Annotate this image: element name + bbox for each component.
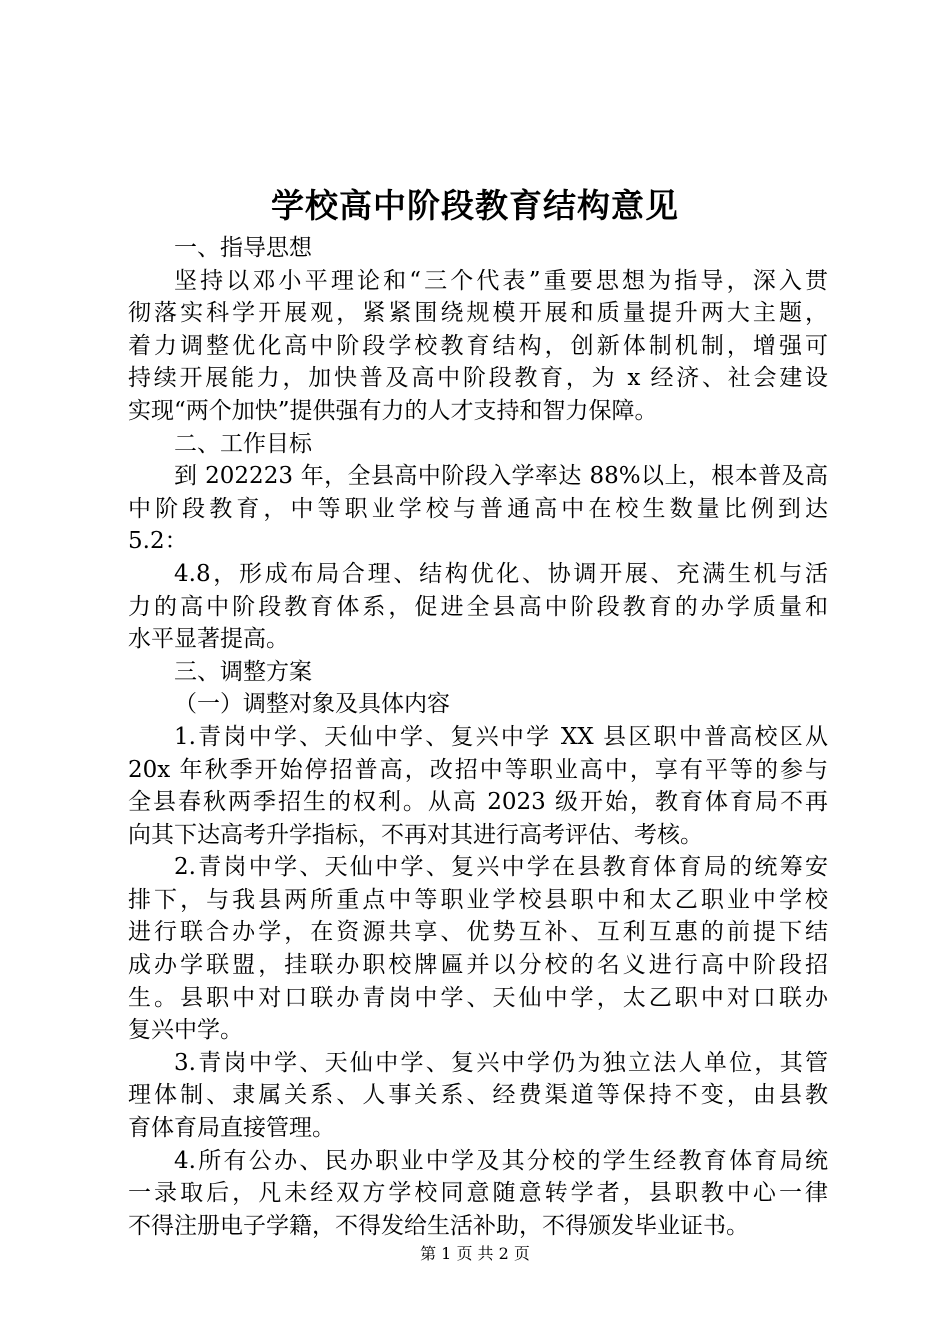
body-text-line: 全县春秋两季招生的权利。从高 2023 级开始，教育体育局不再 [128, 789, 828, 816]
body-text-line: 1.青岗中学、天仙中学、复兴中学 XX 县区职中普高校区从 [174, 723, 828, 750]
page-footer: 第 1 页 共 2 页 [420, 1244, 530, 1263]
document-body [128, 232, 828, 1242]
body-text-line: 进行联合办学，在资源共享、优势互补、互利互惠的前提下结 [128, 919, 828, 946]
body-text-line: 理体制、隶属关系、人事关系、经费渠道等保持不变，由县教 [128, 1082, 828, 1109]
body-text-line: 一、指导思想 [174, 235, 312, 261]
body-text-line: 复兴中学。 [128, 1017, 243, 1044]
body-text-line: 5.2： [128, 528, 188, 555]
body-text-line: 实现“两个加快”提供强有力的人才支持和智力保障。 [128, 397, 658, 424]
body-text-line: 成办学联盟，挂联办职校牌匾并以分校的名义进行高中阶段招 [128, 952, 828, 979]
body-text-line: 3.青岗中学、天仙中学、复兴中学仍为独立法人单位，其管 [174, 1049, 828, 1076]
document-title: 学校高中阶段教育结构意见 [271, 186, 679, 225]
body-text-line: 2.青岗中学、天仙中学、复兴中学在县教育体育局的统筹安 [174, 854, 828, 881]
body-text-line: 三、调整方案 [174, 658, 312, 685]
body-text-line: 力的高中阶段教育体系，促进全县高中阶段教育的办学质量和 [128, 593, 828, 620]
body-text-line: 4.所有公办、民办职业中学及其分校的学生经教育体育局统 [174, 1147, 828, 1174]
body-text-line: 排下，与我县两所重点中等职业学校县职中和太乙职业中学校 [128, 886, 828, 913]
body-text-line: 水平显著提高。 [128, 626, 289, 653]
body-text-line: （一）调整对象及具体内容 [174, 691, 450, 718]
body-text-line: 20x 年秋季开始停招普高，改招中等职业高中，享有平等的参与 [128, 756, 828, 783]
body-text-line: 中阶段教育，中等职业学校与普通高中在校生数量比例到达 [128, 495, 828, 522]
body-text-line: 坚持以邓小平理论和“三个代表”重要思想为指导，深入贯 [174, 267, 828, 294]
body-text-line: 着力调整优化高中阶段学校教育结构，创新体制机制，增强可 [128, 332, 828, 359]
body-text-line: 到 202223 年，全县高中阶段入学率达 88%以上，根本普及高 [174, 463, 828, 490]
body-text-line: 不得注册电子学籍，不得发给生活补助，不得颁发毕业证书。 [128, 1212, 749, 1239]
body-text-line: 4.8，形成布局合理、结构优化、协调开展、充满生机与活 [174, 560, 828, 587]
body-text-line: 二、工作目标 [174, 430, 312, 457]
body-text-line: 向其下达高考升学指标，不再对其进行高考评估、考核。 [128, 821, 703, 848]
body-text-line: 彻落实科学开展观，紧紧围绕规模开展和质量提升两大主题， [128, 300, 828, 327]
body-text-line: 一录取后，凡未经双方学校同意随意转学者，县职教中心一律 [128, 1180, 828, 1207]
body-text-line: 生。县职中对口联办青岗中学、天仙中学，太乙职中对口联办 [128, 984, 828, 1011]
body-text-line: 持续开展能力，加快普及高中阶段教育，为 x 经济、社会建设 [128, 365, 828, 392]
body-text-line: 育体育局直接管理。 [128, 1115, 335, 1142]
